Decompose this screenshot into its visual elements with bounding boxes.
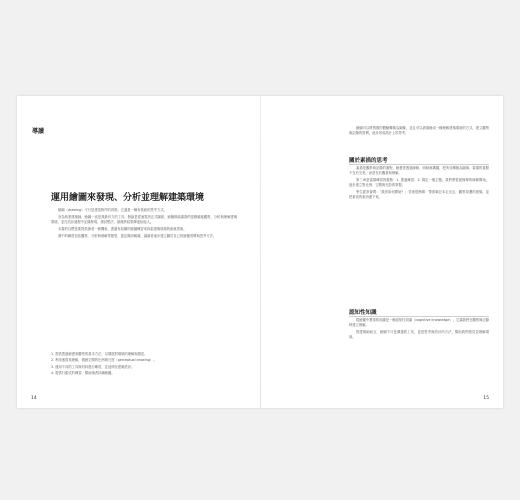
numbered-list <box>51 352 237 377</box>
subheading-rule <box>349 164 489 165</box>
list-item: 4. 提供行動式的練習，幫助讀者持續繪圖。 <box>51 370 115 375</box>
right-body-block-1 <box>349 166 489 202</box>
paragraph: 繪圖（drawing）不只是建造物件的再現；它還是一種有系統的思考方式。 <box>58 208 167 212</box>
subheading-cognitive-knowledge: 認知性知識 <box>349 310 377 316</box>
paragraph: 本書的目標是要提供讀者一個機會，透過有結構的繪圖練習來探索建築環境的創意思維。 <box>58 226 187 231</box>
paragraph: 素描是觀察與記錄的過程，繪畫者透過線條、明暗與構圖，把所見轉換為圖像。素描的重點不在於完美，而是在於觀看與理解。 <box>349 166 489 176</box>
list-item: 2. 利用速寫來理解，測繪空間的比例與尺度（perceptual drawing）。 <box>51 358 157 363</box>
left-body-text <box>51 208 237 240</box>
right-intro-text <box>349 126 489 138</box>
right-body-block-2 <box>349 318 489 342</box>
paragraph: 第三章是素描練習的重點：1. 透過練習；2. 測定一個主題。我們將從最簡單的線條開始，逐步建立對比例、空間與光影的掌握。 <box>349 178 489 188</box>
paragraph: 繪圖可以將感覺的體驗轉換為圖像，並且可以被描繪成一種理解建築環境的方式，建立觀察與記錄的習慣，逐步形成設計上的思考。 <box>349 126 489 136</box>
paragraph: 從繪圖中獲得的知識是一種認知性知識（cognitive knowledge），它讓我們在觀察與記錄時建立理解。 <box>349 318 489 328</box>
chapter-headline: 運用繪圖來發現、分析並理解建築環境 <box>51 193 205 203</box>
paragraph: 學生經常會問：「我該如何開始？」答案很簡單：帶著筆記本走出去，觀察周遭的建築，並把看到的東西畫下來。 <box>349 190 489 200</box>
subheading-sketch-thinking: 關於素描的思考 <box>349 158 388 164</box>
page-number-right: 15 <box>483 396 489 401</box>
paragraph: 對建築師而言，繪圖不只是溝通的工具，更是思考與設計的方法，幫助我們看見並理解環境。 <box>349 330 489 340</box>
paragraph: 書中的練習包括觀察、分析與理解等類型，從記錄到解讀，讓讀者逐步建立屬於自己的繪圖習慣與思考方法。 <box>58 233 217 238</box>
list-item: 3. 運用不同的工具與材料進行練習，並延伸至建築設計。 <box>51 364 135 369</box>
paragraph: 身為執業建築師，繪圖一直是我最有力的工具。無論是從速寫到正式圖面，繪圖都能讓我們更精確地觀察、分析與理解建築環境，並在設計過程中記錄發現、測試想法，最後將結果傳達給他人。 <box>51 214 237 225</box>
page-number-left: 14 <box>31 396 37 401</box>
right-page <box>261 96 503 408</box>
left-page <box>17 96 260 408</box>
subheading-rule <box>349 316 489 317</box>
list-item: 1. 提供透過繪畫來觀察的基本方法，以增進對環境的理解與描述。 <box>51 352 148 356</box>
section-label: 導讀 <box>32 128 45 135</box>
book-spread <box>17 96 503 408</box>
